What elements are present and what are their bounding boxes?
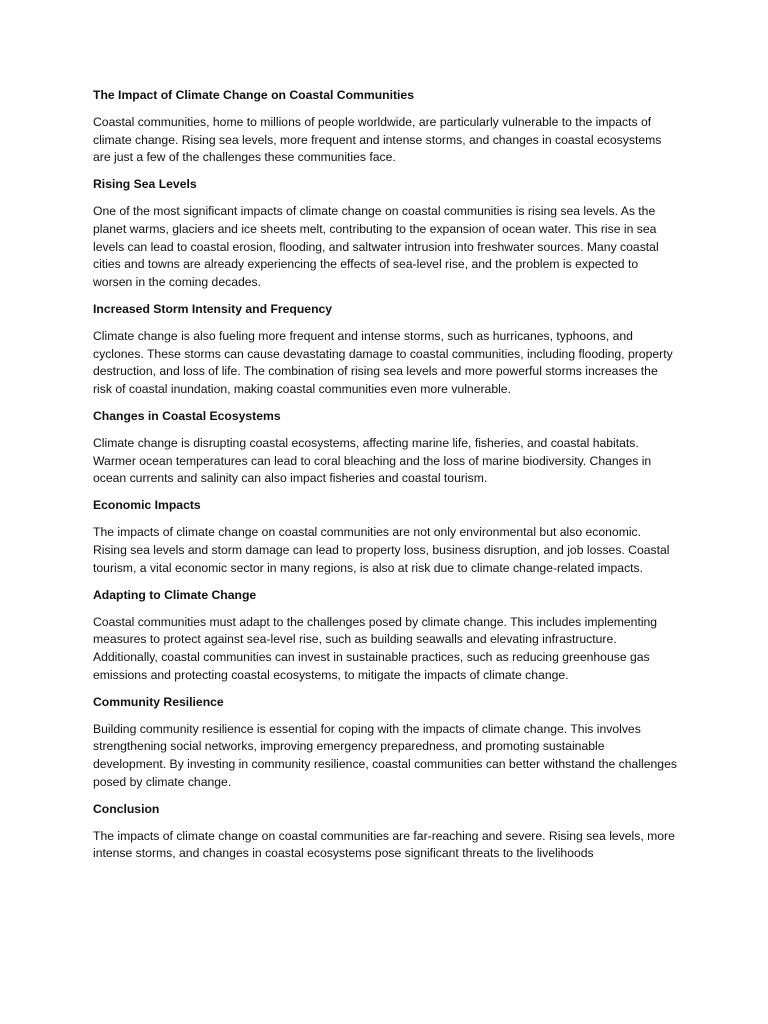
intro-paragraph: Coastal communities, home to millions of people worldwide, are particularly vulnerable to the impacts of climate change. Rising sea levels, more frequent and intense storms, and changes in coastal ecosystems are just a few of the challenges these communities face. [93, 115, 662, 165]
section-body-adapting: Coastal communities must adapt to the challenges posed by climate change. This includes implementing measures to protect against sea-level rise, such as building seawalls and elevating infrastructure. Additionally, coastal communities can invest in sustainable practices, such as reducing greenhouse gas emissions and protecting coastal ecosystems, to mitigate the impacts of climate change. [93, 614, 658, 682]
section-body-conclusion: The impacts of climate change on coastal communities are far-reaching and severe. Rising sea levels, more intense storms, and changes in coastal ecosystems pose significant threats to the livelihoods [93, 828, 675, 861]
section-heading-conclusion: Conclusion [93, 801, 160, 816]
section-heading-economic-impacts: Economic Impacts [93, 498, 201, 513]
section-body-coastal-ecosystems: Climate change is disrupting coastal ecosystems, affecting marine life, fisheries, and coastal habitats. Warmer ocean temperatures can lead to coral bleaching and the loss of marine biodiversity. Changes in ocean currents and salinity can also impact fisheries and coastal tourism. [93, 436, 652, 486]
section-body-storm-intensity: Climate change is also fueling more frequent and intense storms, such as hurricanes, typhoons, and cyclones. These storms can cause devastating damage to coastal communities, including flooding, property destruction, and loss of life. The combination of rising sea levels and more powerful storms increases the risk of coastal inundation, making coastal communities even more vulnerable. [93, 329, 673, 396]
section-heading-community-resilience: Community Resilience [93, 694, 224, 709]
section-heading-rising-sea-levels: Rising Sea Levels [93, 177, 197, 192]
document-title: The Impact of Climate Change on Coastal Communities [93, 88, 414, 102]
section-heading-adapting: Adapting to Climate Change [93, 587, 257, 602]
section-heading-coastal-ecosystems: Changes in Coastal Ecosystems [93, 408, 281, 423]
section-body-rising-sea-levels: One of the most significant impacts of climate change on coastal communities is rising sea levels. As the planet warms, glaciers and ice sheets melt, contributing to the expansion of ocean water. This rise in sea levels can lead to coastal erosion, flooding, and saltwater intrusion into freshwater sources. Many coastal cities and towns are already experiencing the effects of sea-level rise, and the problem is expected to worsen in the coming decades. [93, 204, 659, 289]
section-body-economic-impacts: The impacts of climate change on coastal communities are not only environmental but also economic. Rising sea levels and storm damage can lead to property loss, business disruption, and job losses. Coastal tourism, a vital economic sector in many regions, is also at risk due to climate change-related impacts. [93, 525, 670, 575]
document-page [93, 87, 678, 872]
section-body-community-resilience: Building community resilience is essential for coping with the impacts of climate change. This involves strengthening social networks, improving emergency preparedness, and promoting sustainable development. By investing in community resilience, coastal communities can better withstand the challenges posed by climate change. [93, 721, 677, 789]
section-heading-storm-intensity: Increased Storm Intensity and Frequency [93, 301, 333, 316]
